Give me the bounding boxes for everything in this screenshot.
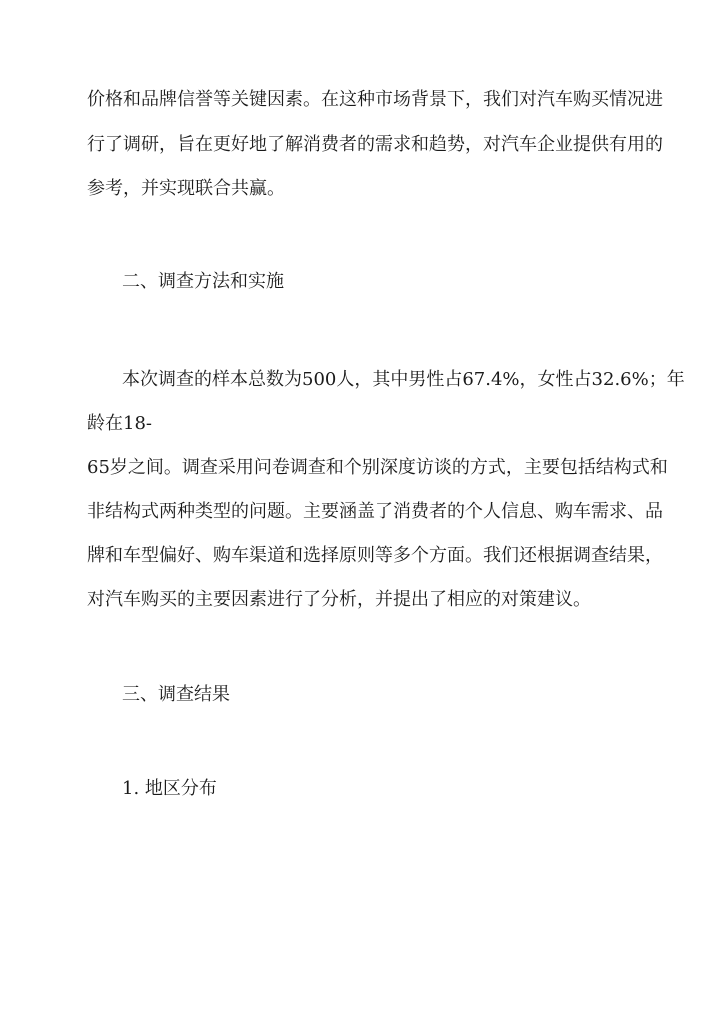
method-line-3: 65岁之间。调查采用问卷调查和个别深度访谈的方式，主要包括结构式和 — [87, 457, 668, 478]
section-two-heading: 二、调查方法和实施 — [122, 271, 284, 292]
method-line-6: 对汽车购买的主要因素进行了分析，并提出了相应的对策建议。 — [87, 589, 591, 610]
method-line-2: 龄在18- — [87, 413, 152, 434]
intro-line-1: 价格和品牌信誉等关键因素。在这种市场背景下，我们对汽车购买情况进 — [87, 89, 663, 110]
method-line-5: 牌和车型偏好、购车渠道和选择原则等多个方面。我们还根据调查结果， — [87, 545, 663, 566]
method-line-1: 本次调查的样本总数为500人，其中男性占67.4%，女性占32.6%；年 — [122, 369, 685, 390]
method-line-4: 非结构式两种类型的问题。主要涵盖了消费者的个人信息、购车需求、品 — [87, 501, 663, 522]
intro-line-3: 参考，并实现联合共赢。 — [87, 178, 285, 199]
subsection-one-heading: 1. 地区分布 — [122, 778, 217, 799]
section-three-heading: 三、调查结果 — [122, 684, 230, 705]
intro-line-2: 行了调研，旨在更好地了解消费者的需求和趋势，对汽车企业提供有用的 — [87, 134, 663, 155]
